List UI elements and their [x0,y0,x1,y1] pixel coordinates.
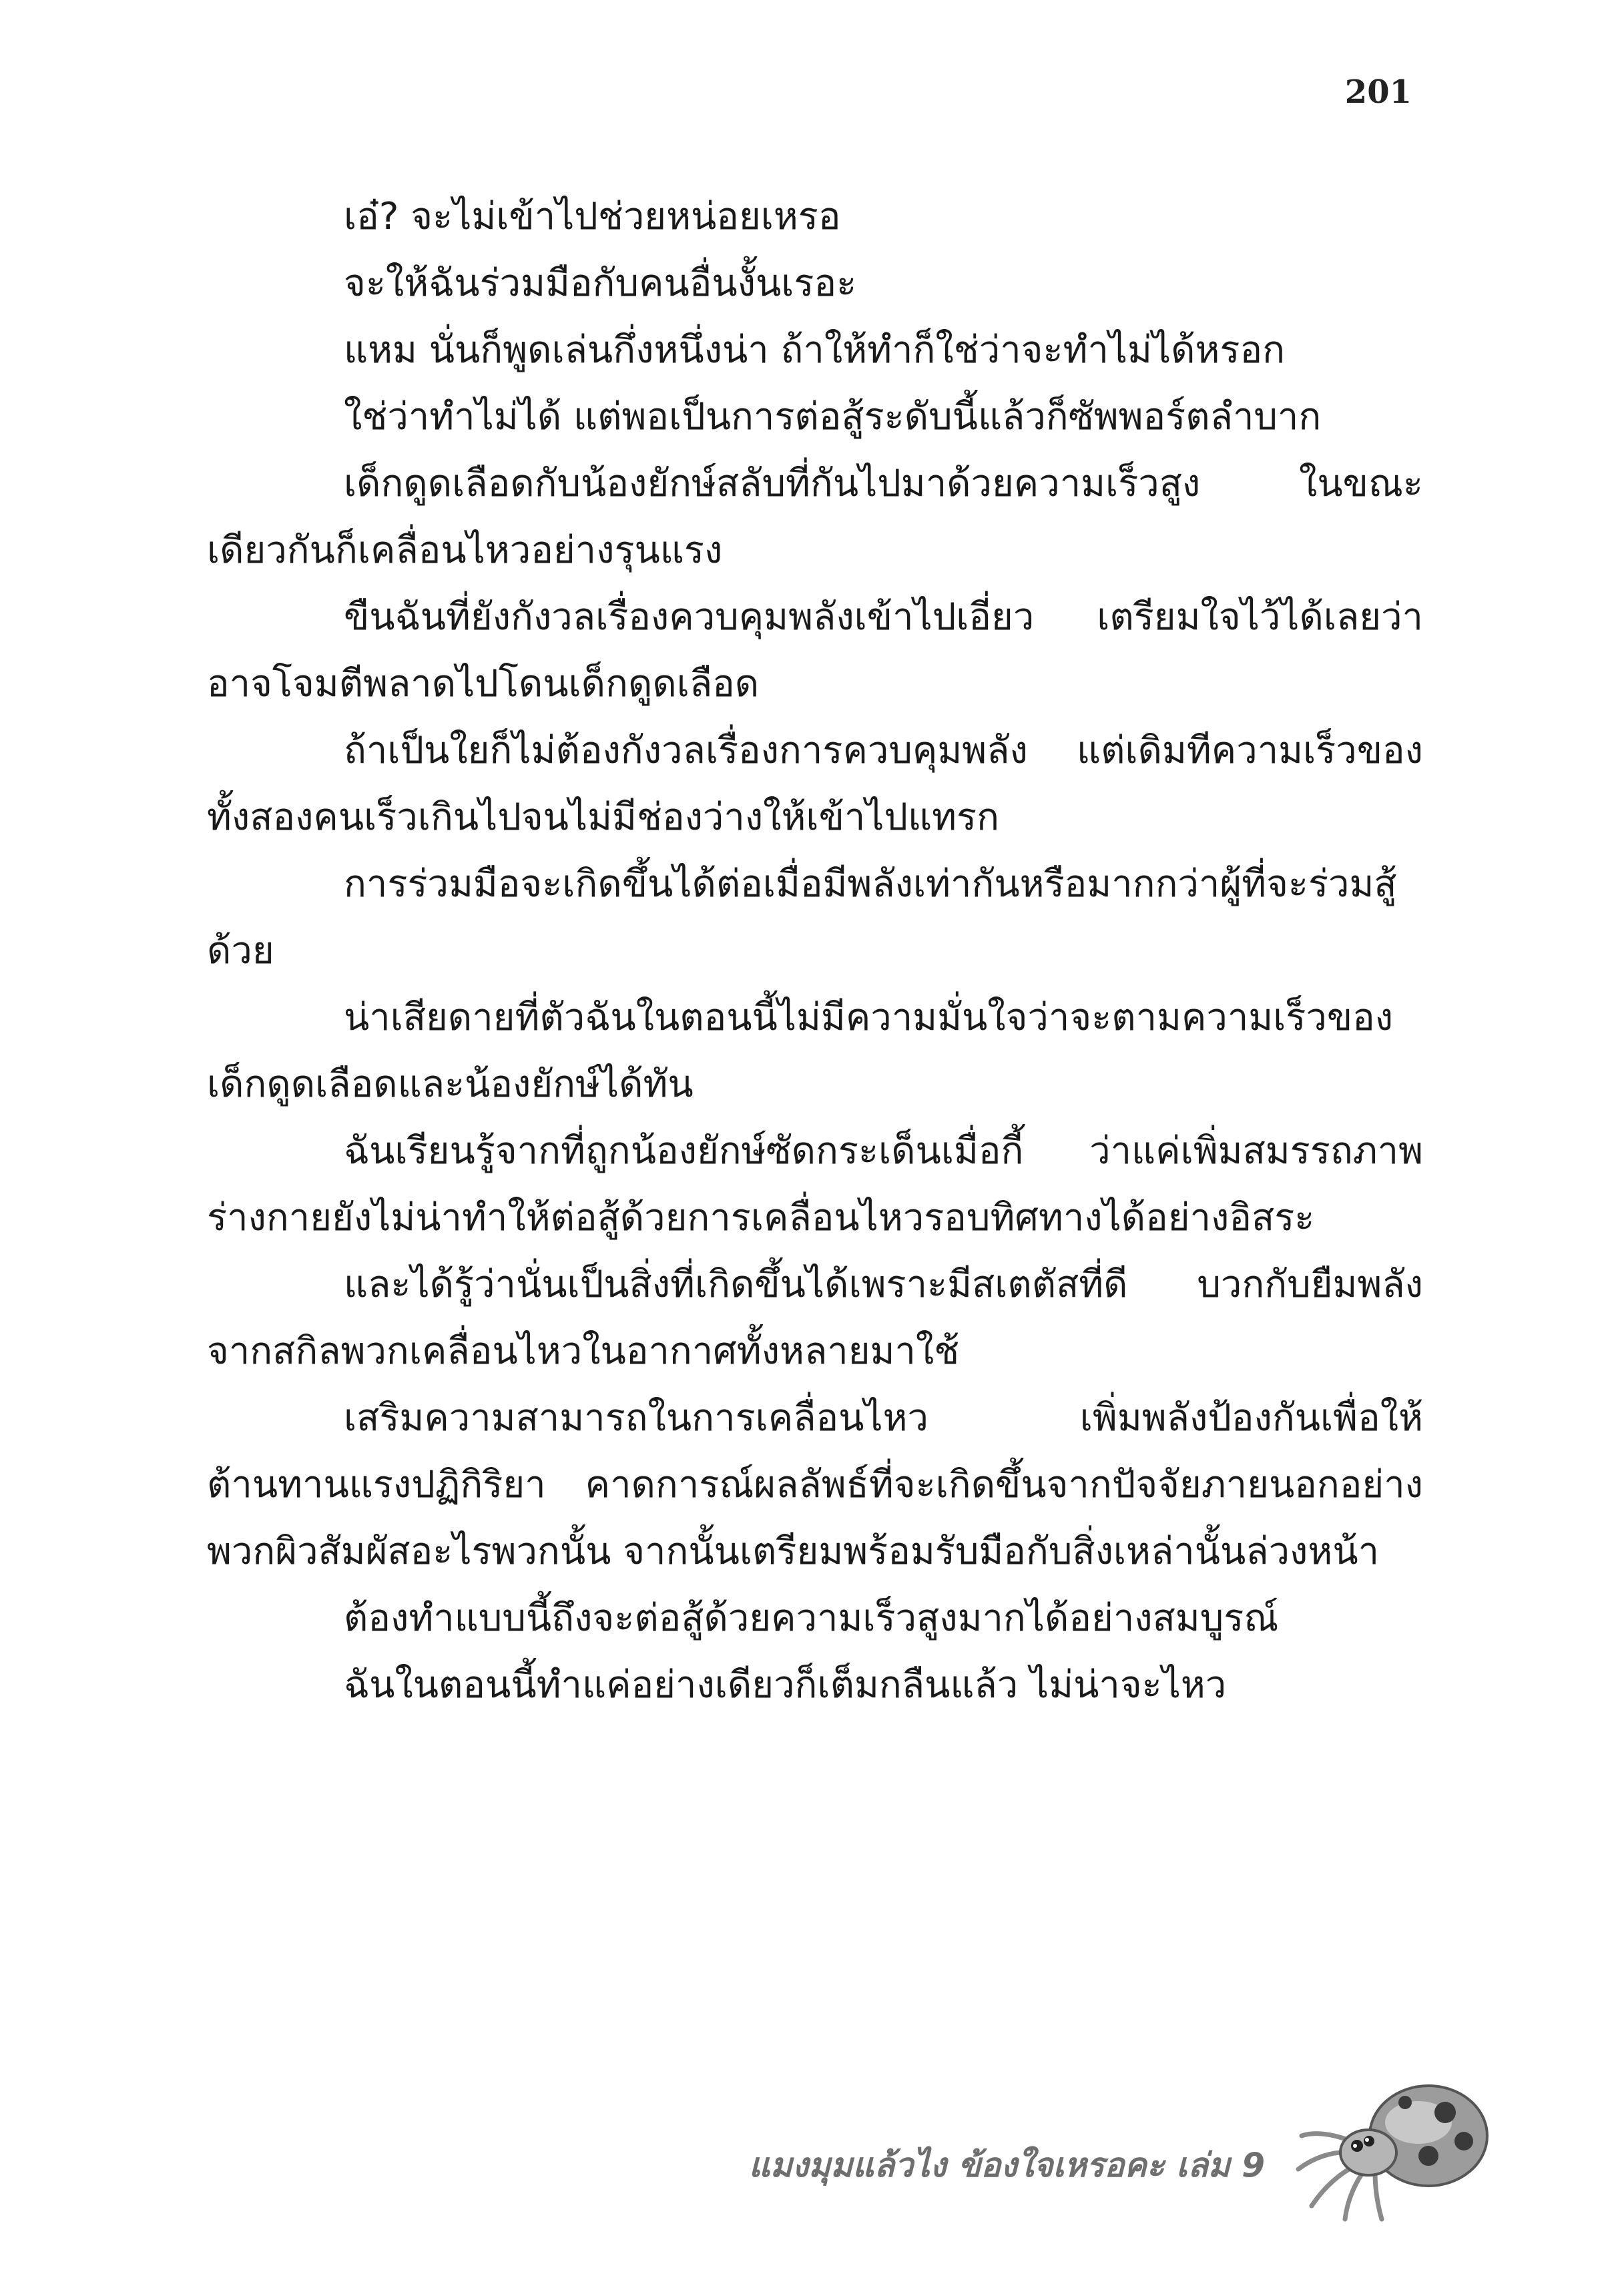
paragraph-13: ต้องทำแบบนี้ถึงจะต่อสู้ด้วยความเร็วสูงมากได้อย่างสมบูรณ์ [344,1597,1279,1640]
page-footer [0,2036,1612,2236]
paragraph-11: และได้รู้ว่านั่นเป็นสิ่งที่เกิดขึ้นได้เพราะมีสเตตัสที่ดี บวกกับยืมพลังจากสกิลพวกเคลื่อนไหวในอากาศทั้งหลายมาใช้ [207,1263,1423,1373]
paragraph-9: น่าเสียดายที่ตัวฉันในตอนนี้ไม่มีความมั่นใจว่าจะตามความเร็วของเด็กดูดเลือดและน้องยักษ์ได้ทัน [207,996,1394,1106]
paragraph-5: เด็กดูดเลือดกับน้องยักษ์สลับที่กันไปมาด้วยความเร็วสูง ในขณะเดียวกันก็เคลื่อนไหวอย่างรุนแรง [207,462,1423,572]
paragraph-3: แหม นั่นก็พูดเล่นกึ่งหนึ่งน่า ถ้าให้ทำก็ใช่ว่าจะทำไม่ได้หรอก [344,328,1286,372]
paragraph-10: ฉันเรียนรู้จากที่ถูกน้องยักษ์ซัดกระเด็นเมื่อกี้ ว่าแค่เพิ่มสมรรถภาพร่างกายยังไม่น่าทำให้ต่อสู้ด้วยการเคลื่อนไหวรอบทิศทางได้อย่างอิสระ [207,1129,1423,1239]
paragraph-6: ขืนฉันที่ยังกังวลเรื่องควบคุมพลังเข้าไปเอี่ยว เตรียมใจไว้ได้เลยว่าอาจโจมตีพลาดไปโดนเด็กดูดเลือด [207,595,1423,705]
footer-book-title: แมงมุมแล้วไง ข้องใจเหรอคะ เล่ม 9 [748,2146,1265,2185]
spider-icon [1285,2062,1492,2223]
paragraph-8: การร่วมมือจะเกิดขึ้นได้ต่อเมื่อมีพลังเท่ากันหรือมากกว่าผู้ที่จะร่วมสู้ด้วย [207,862,1397,972]
paragraph-14: ฉันในตอนนี้ทำแค่อย่างเดียวก็เต็มกลืนแล้ว ไม่น่าจะไหว [344,1663,1227,1707]
paragraph-12: เสริมความสามารถในการเคลื่อนไหว เพิ่มพลังป้องกันเพื่อให้ต้านทานแรงปฏิกิริยา คาดการณ์ผลลัพธ์ที่จะเกิดขึ้นจากปัจจัยภายนอกอย่างพวกผิวสัมผัสอะไรพวกนั้น จากนั้นเตรียมพร้อมรับมือกับสิ่งเหล่านั้นล่วงหน้า [207,1396,1423,1573]
paragraph-4: ใช่ว่าทำไม่ได้ แต่พอเป็นการต่อสู้ระดับนี้แล้วก็ซัพพอร์ตลำบาก [344,395,1322,439]
paragraph-1: เอ๋? จะไม่เข้าไปช่วยหน่อยเหรอ [344,195,841,238]
page-number: 201 [1344,73,1412,111]
paragraph-7: ถ้าเป็นใยก็ไม่ต้องกังวลเรื่องการควบคุมพลัง แต่เดิมทีความเร็วของทั้งสองคนเร็วเกินไปจนไม่มีช่องว่างให้เข้าไปแทรก [207,729,1423,839]
text-body [207,184,1423,1719]
paragraph-2: จะให้ฉันร่วมมือกับคนอื่นงั้นเรอะ [344,262,857,305]
